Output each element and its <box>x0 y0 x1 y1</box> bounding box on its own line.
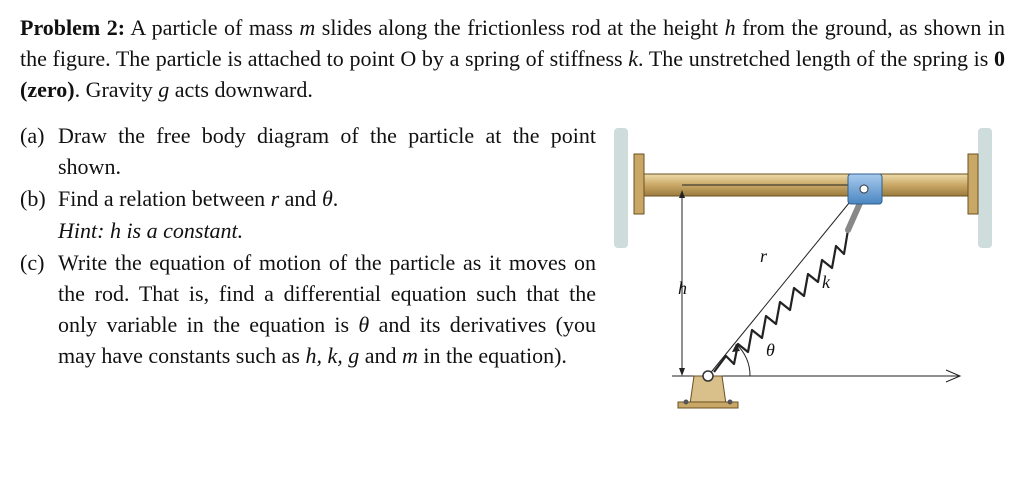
statement-text: acts downward. <box>169 77 313 102</box>
part-a-text: Draw the free body diagram of the particle at the point shown. <box>58 123 596 179</box>
h-arrow-bottom <box>679 368 685 376</box>
var-g: g <box>158 77 170 102</box>
part-a <box>20 120 596 182</box>
var-theta: θ <box>321 186 333 211</box>
part-b-label: (b) <box>20 186 46 211</box>
right-wall <box>978 128 992 248</box>
mechanism-figure <box>610 118 1010 418</box>
bolt-left <box>684 400 689 405</box>
constants: h, k, g <box>305 343 360 368</box>
part-b-hint: Hint: h is a constant. <box>58 218 244 243</box>
var-theta: θ <box>358 312 370 337</box>
zero-length: 0 (zero) <box>20 46 1005 102</box>
collar-pin <box>860 185 868 193</box>
part-c <box>20 247 596 371</box>
var-k: k <box>628 46 639 71</box>
part-c-text: Write the equation of motion of the particle as it moves on the rod. That is, find a differential equation such that the only variable in the equation is θ and its derivatives (you may have constants such as h, k, g and m in the equation). <box>58 250 596 368</box>
var-m: m <box>299 15 316 40</box>
right-rod-support <box>968 154 978 214</box>
var-m: m <box>401 343 418 368</box>
statement-text: A particle of mass <box>125 15 300 40</box>
statement-text: slides along the frictionless rod at the height <box>315 15 725 40</box>
question-parts <box>20 120 596 372</box>
left-wall <box>614 128 628 248</box>
k-label: k <box>822 272 830 292</box>
bolt-right <box>728 400 733 405</box>
theta-label: θ <box>766 340 775 360</box>
problem-title: Problem 2: <box>20 15 126 40</box>
part-b-text: Find a relation between r and θ. <box>58 186 339 211</box>
h-label: h <box>678 278 687 298</box>
statement-text: . Gravity <box>74 77 159 102</box>
part-c-label: (c) <box>20 250 45 275</box>
r-label: r <box>760 246 768 266</box>
left-rod-support <box>634 154 644 214</box>
problem-statement <box>20 12 1005 105</box>
pivot-point-o <box>703 371 713 381</box>
r-line <box>708 192 858 376</box>
statement-text: from the ground, as shown in the figure. The particle is attached to point O by a spring of stiffness <box>20 15 1005 71</box>
statement-text: . The unstretched length of the spring is <box>638 46 994 71</box>
part-a-label: (a) <box>20 123 45 148</box>
var-r: r <box>270 186 280 211</box>
var-h: h <box>724 15 736 40</box>
part-b <box>20 183 596 214</box>
